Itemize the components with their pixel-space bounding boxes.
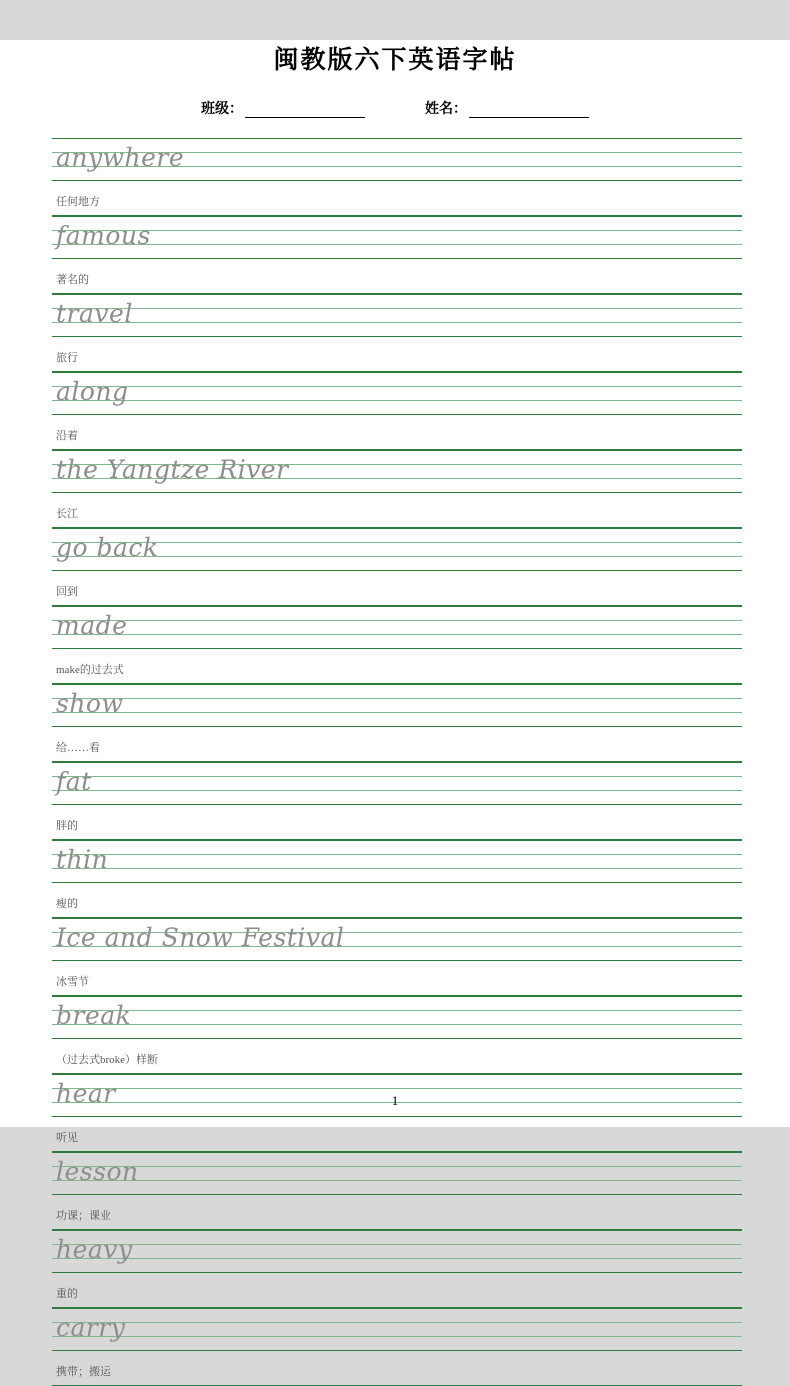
vocab-translation: 听见 xyxy=(56,1132,78,1144)
vocab-word: along xyxy=(56,377,129,406)
vocab-translation: 沿着 xyxy=(56,430,78,442)
handwriting-staff[interactable] xyxy=(52,138,742,188)
page-number: 1 xyxy=(391,1093,399,1108)
staff-line-base xyxy=(52,336,742,337)
translation-row xyxy=(52,578,742,606)
staff-line-base xyxy=(52,1194,742,1195)
staff-line-top xyxy=(52,1308,742,1309)
handwriting-staff[interactable] xyxy=(52,372,742,422)
staff-line-base xyxy=(52,1038,742,1039)
vocab-entry xyxy=(52,606,742,684)
vocab-translation: 回到 xyxy=(56,586,78,598)
handwriting-staff[interactable] xyxy=(52,918,742,968)
vocab-word: fat xyxy=(56,767,92,796)
staff-line-upper xyxy=(52,1322,742,1323)
translation-row xyxy=(52,1124,742,1152)
vocab-entry xyxy=(52,762,742,840)
translation-row xyxy=(52,1046,742,1074)
staff-line-top xyxy=(52,762,742,763)
staff-line-base xyxy=(52,648,742,649)
vocab-word: thin xyxy=(56,845,109,874)
vocab-entry xyxy=(52,138,742,216)
vocab-entry xyxy=(52,918,742,996)
vocab-entry xyxy=(52,216,742,294)
staff-line-top xyxy=(52,1230,742,1231)
translation-row xyxy=(52,890,742,918)
vocab-translation: 给……看 xyxy=(56,742,100,754)
vocab-entry xyxy=(52,294,742,372)
vocab-word: lesson xyxy=(56,1157,139,1186)
vocab-word: hear xyxy=(56,1079,116,1108)
translation-row xyxy=(52,734,742,762)
staff-line-mid xyxy=(52,790,742,791)
staff-line-mid xyxy=(52,400,742,401)
vocab-word: break xyxy=(56,1001,132,1030)
staff-line-top xyxy=(52,996,742,997)
translation-row xyxy=(52,500,742,528)
vocab-word: made xyxy=(56,611,128,640)
staff-line-top xyxy=(52,684,742,685)
staff-line-top xyxy=(52,1152,742,1153)
translation-row xyxy=(52,188,742,216)
staff-line-top xyxy=(52,1074,742,1075)
translation-row xyxy=(52,266,742,294)
class-field xyxy=(201,98,365,118)
staff-line-base xyxy=(52,180,742,181)
vocab-translation: 胖的 xyxy=(56,820,78,832)
translation-row xyxy=(52,968,742,996)
worksheet-page xyxy=(0,40,790,1378)
handwriting-staff[interactable] xyxy=(52,450,742,500)
translation-row xyxy=(52,812,742,840)
name-field-label: 姓名： xyxy=(425,102,467,117)
vocab-word: famous xyxy=(56,221,151,250)
vocab-word: carry xyxy=(56,1313,126,1342)
vocab-translation: 携带；搬运 xyxy=(56,1366,111,1378)
vocab-word: show xyxy=(56,689,124,718)
page-title: 闽教版六下英语字帖 xyxy=(273,47,517,74)
vocab-entry xyxy=(52,840,742,918)
staff-line-top xyxy=(52,372,742,373)
translation-row xyxy=(52,422,742,450)
vocab-translation: 任何地方 xyxy=(56,196,100,208)
handwriting-staff[interactable] xyxy=(52,1308,742,1358)
handwriting-staff[interactable] xyxy=(52,216,742,266)
vocab-entry xyxy=(52,1308,742,1386)
staff-line-base xyxy=(52,570,742,571)
staff-line-upper xyxy=(52,1166,742,1167)
student-info-row xyxy=(0,98,790,118)
staff-line-upper xyxy=(52,308,742,309)
staff-line-upper xyxy=(52,620,742,621)
staff-line-upper xyxy=(52,1010,742,1011)
handwriting-staff[interactable] xyxy=(52,528,742,578)
translation-row xyxy=(52,1202,742,1230)
vocab-entry xyxy=(52,528,742,606)
handwriting-staff[interactable] xyxy=(52,996,742,1046)
staff-line-base xyxy=(52,492,742,493)
vocab-translation: 著名的 xyxy=(56,274,89,286)
staff-line-mid xyxy=(52,1258,742,1259)
staff-line-upper xyxy=(52,854,742,855)
class-field-input[interactable] xyxy=(245,104,365,118)
vocab-translation: 功课；课业 xyxy=(56,1210,111,1222)
handwriting-staff[interactable] xyxy=(52,840,742,890)
staff-line-mid xyxy=(52,1336,742,1337)
staff-line-upper xyxy=(52,230,742,231)
vocab-entry xyxy=(52,996,742,1074)
vocab-word: Ice and Snow Festival xyxy=(56,923,345,952)
translation-row xyxy=(52,1280,742,1308)
staff-line-base xyxy=(52,804,742,805)
handwriting-staff[interactable] xyxy=(52,684,742,734)
staff-line-base xyxy=(52,726,742,727)
vocab-translation: 长江 xyxy=(56,508,78,520)
staff-line-mid xyxy=(52,868,742,869)
handwriting-staff[interactable] xyxy=(52,294,742,344)
staff-line-base xyxy=(52,1116,742,1117)
vocab-word: travel xyxy=(56,299,133,328)
handwriting-staff[interactable] xyxy=(52,606,742,656)
vocab-word: heavy xyxy=(56,1235,133,1264)
vocab-word: go back xyxy=(56,533,159,562)
name-field-input[interactable] xyxy=(469,104,589,118)
staff-line-upper xyxy=(52,776,742,777)
staff-line-upper xyxy=(52,1088,742,1089)
handwriting-staff[interactable] xyxy=(52,762,742,812)
staff-line-top xyxy=(52,294,742,295)
staff-line-base xyxy=(52,882,742,883)
staff-line-upper xyxy=(52,698,742,699)
staff-line-mid xyxy=(52,244,742,245)
staff-line-base xyxy=(52,258,742,259)
practice-sheet xyxy=(52,138,742,1386)
vocab-entry xyxy=(52,1152,742,1230)
vocab-entry xyxy=(52,1230,742,1308)
staff-line-top xyxy=(52,840,742,841)
vocab-translation: 冰雪节 xyxy=(56,976,89,988)
staff-line-base xyxy=(52,1272,742,1273)
vocab-entry xyxy=(52,684,742,762)
staff-line-base xyxy=(52,960,742,961)
staff-line-top xyxy=(52,606,742,607)
vocab-translation: 瘦的 xyxy=(56,898,78,910)
staff-line-mid xyxy=(52,634,742,635)
vocab-translation: make的过去式 xyxy=(56,664,124,676)
staff-line-base xyxy=(52,414,742,415)
staff-line-mid xyxy=(52,1024,742,1025)
staff-line-mid xyxy=(52,712,742,713)
staff-line-top xyxy=(52,216,742,217)
staff-line-base xyxy=(52,1350,742,1351)
vocab-translation: 重的 xyxy=(56,1288,78,1300)
vocab-translation: 旅行 xyxy=(56,352,78,364)
name-field xyxy=(425,98,589,118)
staff-line-mid xyxy=(52,322,742,323)
handwriting-staff[interactable] xyxy=(52,1230,742,1280)
vocab-word: anywhere xyxy=(56,143,185,172)
translation-row xyxy=(52,656,742,684)
vocab-entry xyxy=(52,1074,742,1152)
translation-row xyxy=(52,344,742,372)
vocab-entry xyxy=(52,372,742,450)
class-field-label: 班级： xyxy=(201,102,243,117)
staff-line-upper xyxy=(52,386,742,387)
handwriting-staff[interactable] xyxy=(52,1152,742,1202)
translation-row xyxy=(52,1358,742,1386)
staff-line-upper xyxy=(52,1244,742,1245)
vocab-word: the Yangtze River xyxy=(56,455,289,484)
staff-line-mid xyxy=(52,1180,742,1181)
vocab-translation: （过去式broke）样断 xyxy=(56,1054,159,1066)
vocab-entry xyxy=(52,450,742,528)
